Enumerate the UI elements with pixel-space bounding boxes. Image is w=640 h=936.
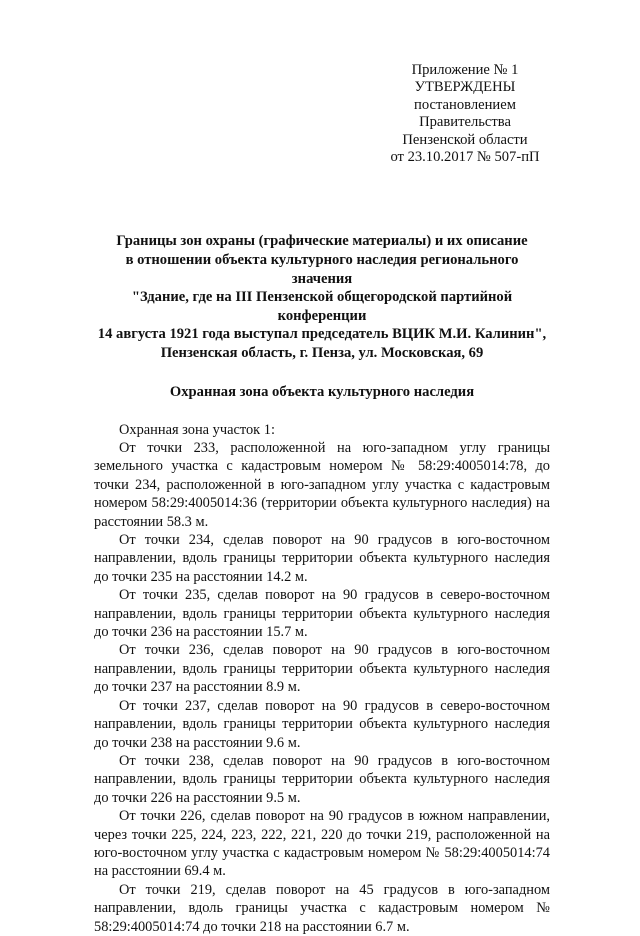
section-heading: Охранная зона объекта культурного наследия [169, 383, 475, 400]
paragraph: От точки 219, сделав поворот на 45 градусов в юго-западном направлении, вдоль границы участка с кадастровым номером № 58:29:4005014:74 до точки 218 на расстоянии 6.7 м. [94, 881, 550, 935]
paragraph: Охранная зона участок 1: [119, 421, 275, 438]
paragraph: От точки 233, расположенной на юго-западном углу границы земельного участка с кадастровым номером № 58:29:4005014:78, до точки 234, расположенной в юго-западном углу участка с кадастровым номером 58:29:4005014:36 (территории объекта культурного наследия) на расстоянии 58.3 м. [94, 440, 550, 530]
approved-label: УТВЕРЖДЕНЫ [414, 79, 516, 96]
title-line: Границы зон охраны (графические материалы) и их описание [116, 233, 528, 250]
approval-block [370, 62, 560, 166]
title-line: "Здание, где на III Пензенской общегородской партийной конференции [131, 289, 513, 324]
paragraph: От точки 236, сделав поворот на 90 градусов в юго-восточном направлении, вдоль границы территории объекта культурного наследия до точки 237 на расстоянии 8.9 м. [94, 642, 550, 696]
approval-region: Пензенской области [402, 131, 528, 148]
paragraph: От точки 235, сделав поворот на 90 градусов в северо-восточном направлении, вдоль границы территории объекта культурного наследия до точки 236 на расстоянии 15.7 м. [94, 587, 550, 641]
paragraph: От точки 234, сделав поворот на 90 градусов в юго-восточном направлении, вдоль границы территории объекта культурного наследия до точки 235 на расстоянии 14.2 м. [94, 532, 550, 585]
title-line: 14 августа 1921 года выступал председатель ВЦИК М.И. Калинин", [97, 326, 547, 343]
paragraph: От точки 237, сделав поворот на 90 градусов в северо-восточном направлении, вдоль границы территории объекта культурного наследия до точки 238 на расстоянии 9.6 м. [94, 697, 550, 751]
approval-resolution: постановлением Правительства [414, 96, 516, 131]
paragraph: От точки 226, сделав поворот на 90 градусов в южном направлении, через точки 225, 224, 223, 222, 221, 220 до точки 219, расположенной на юго-восточном углу участка с кадастровым номером № 58:29:4005014:74 на расстоянии 69.4 м. [94, 808, 550, 880]
title-line: Пензенская область, г. Пенза, ул. Московская, 69 [160, 345, 484, 361]
approval-date-number: от 23.10.2017 № 507-пП [390, 149, 540, 166]
document-body [94, 421, 550, 936]
document-title [94, 232, 550, 362]
title-line: в отношении объекта культурного наследия регионального значения [125, 252, 519, 287]
appendix-number: Приложение № 1 [411, 62, 519, 78]
paragraph: От точки 238, сделав поворот на 90 градусов в юго-восточном направлении, вдоль границы территории объекта культурного наследия до точки 226 на расстоянии 9.5 м. [94, 752, 550, 806]
